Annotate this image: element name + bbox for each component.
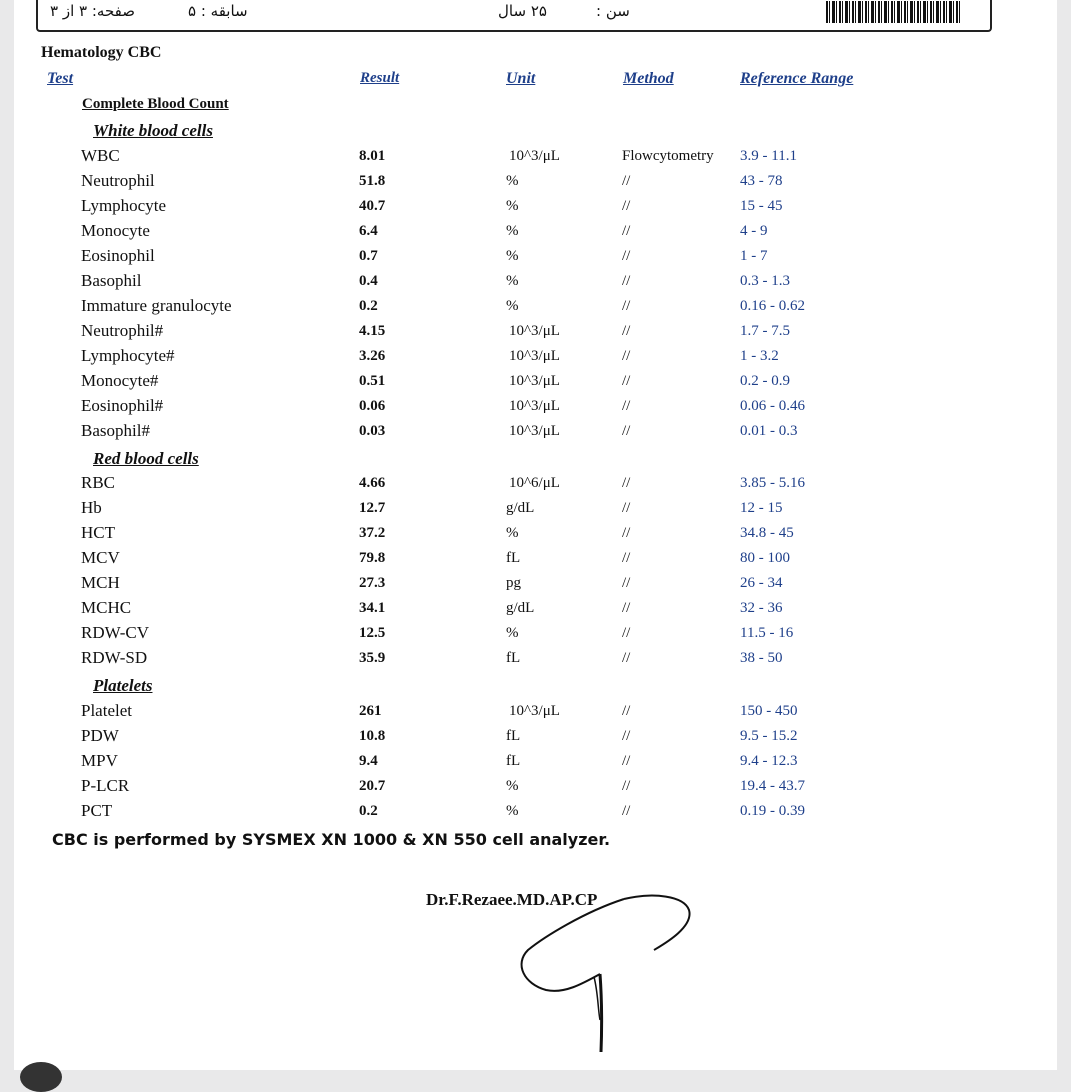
unit-value: 10^3/μL xyxy=(509,148,560,164)
table-row xyxy=(14,346,1057,371)
reference-range: 34.8 - 45 xyxy=(740,525,794,541)
reference-range: 9.4 - 12.3 xyxy=(740,753,798,769)
method-value: // xyxy=(622,575,631,591)
unit-value: g/dL xyxy=(506,600,535,616)
unit-value: 10^3/μL xyxy=(509,398,560,414)
reference-range: 3.85 - 5.16 xyxy=(740,475,805,491)
result-value: 0.4 xyxy=(359,273,378,289)
table-row xyxy=(14,701,1057,726)
table-row xyxy=(14,776,1057,801)
test-name: Eosinophil xyxy=(81,246,155,265)
method-value: // xyxy=(622,348,631,364)
test-name: Platelet xyxy=(81,701,132,720)
test-name: Basophil xyxy=(81,271,142,290)
subsection-title: Red blood cells xyxy=(93,449,199,468)
test-name: Monocyte# xyxy=(81,371,159,390)
test-name: RDW-SD xyxy=(81,648,148,667)
result-value: 12.7 xyxy=(359,500,386,516)
column-header-reference: Reference Range xyxy=(740,70,854,87)
reference-range: 0.19 - 0.39 xyxy=(740,803,805,819)
method-value: // xyxy=(622,298,631,314)
unit-value: 10^3/μL xyxy=(509,703,560,719)
table-row xyxy=(14,271,1057,296)
method-value: // xyxy=(622,398,631,414)
reference-range: 11.5 - 16 xyxy=(740,625,794,641)
unit-value: fL xyxy=(506,728,521,744)
table-row xyxy=(14,296,1057,321)
subsection-title: Platelets xyxy=(93,676,153,695)
reference-range: 0.01 - 0.3 xyxy=(740,423,798,439)
test-name: Lymphocyte xyxy=(81,196,166,215)
unit-value: % xyxy=(506,273,519,289)
result-value: 0.51 xyxy=(359,373,386,389)
unit-value: fL xyxy=(506,650,521,666)
result-value: 0.06 xyxy=(359,398,386,414)
table-row xyxy=(14,321,1057,346)
result-value: 4.15 xyxy=(359,323,386,339)
method-value: // xyxy=(622,223,631,239)
unit-value: 10^3/μL xyxy=(509,348,560,364)
unit-value: % xyxy=(506,198,519,214)
test-name: P-LCR xyxy=(81,776,130,795)
test-name: Lymphocyte# xyxy=(81,346,175,365)
signatory-name: Dr.F.Rezaee.MD.AP.CP xyxy=(426,890,598,909)
test-name: PDW xyxy=(81,726,119,745)
method-value: // xyxy=(622,600,631,616)
reference-range: 1 - 7 xyxy=(740,248,768,264)
unit-value: % xyxy=(506,298,519,314)
unit-value: % xyxy=(506,248,519,264)
test-name: PCT xyxy=(81,801,113,820)
method-value: // xyxy=(622,778,631,794)
result-value: 0.2 xyxy=(359,803,378,819)
method-value: // xyxy=(622,550,631,566)
unit-value: % xyxy=(506,803,519,819)
test-name: RDW-CV xyxy=(81,623,149,642)
method-value: // xyxy=(622,703,631,719)
unit-value: g/dL xyxy=(506,500,535,516)
test-name: Neutrophil xyxy=(81,171,155,190)
unit-value: % xyxy=(506,525,519,541)
method-value: // xyxy=(622,198,631,214)
table-row xyxy=(14,573,1057,598)
method-value: Flowcytometry xyxy=(622,148,714,164)
result-value: 51.8 xyxy=(359,173,386,189)
unit-value: 10^3/μL xyxy=(509,373,560,389)
unit-value: % xyxy=(506,778,519,794)
method-value: // xyxy=(622,500,631,516)
table-row xyxy=(14,171,1057,196)
table-row xyxy=(14,648,1057,673)
unit-value: fL xyxy=(506,753,521,769)
method-value: // xyxy=(622,475,631,491)
test-name: Neutrophil# xyxy=(81,321,164,340)
result-value: 40.7 xyxy=(359,198,386,214)
test-name: RBC xyxy=(81,473,116,492)
result-value: 34.1 xyxy=(359,600,386,616)
reference-range: 150 - 450 xyxy=(740,703,798,719)
record-number: سابقه : ۵ xyxy=(188,2,248,20)
age-value: ۲۵ سال xyxy=(498,2,547,20)
report-header xyxy=(36,0,992,32)
result-value: 3.26 xyxy=(359,348,386,364)
reference-range: 43 - 78 xyxy=(740,173,783,189)
result-value: 0.03 xyxy=(359,423,386,439)
table-row xyxy=(14,498,1057,523)
method-value: // xyxy=(622,323,631,339)
method-value: // xyxy=(622,423,631,439)
method-value: // xyxy=(622,803,631,819)
column-header-result: Result xyxy=(360,70,400,86)
result-value: 261 xyxy=(359,703,382,719)
table-row xyxy=(14,396,1057,421)
table-row xyxy=(14,523,1057,548)
reference-range: 38 - 50 xyxy=(740,650,783,666)
method-value: // xyxy=(622,273,631,289)
reference-range: 1 - 3.2 xyxy=(740,348,779,364)
test-name: MCHC xyxy=(81,598,132,617)
reference-range: 80 - 100 xyxy=(740,550,790,566)
result-value: 6.4 xyxy=(359,223,378,239)
table-row xyxy=(14,623,1057,648)
signature xyxy=(514,892,699,1057)
reference-range: 1.7 - 7.5 xyxy=(740,323,790,339)
test-name: MPV xyxy=(81,751,118,770)
test-name: Eosinophil# xyxy=(81,396,164,415)
test-name: WBC xyxy=(81,146,120,165)
unit-value: 10^3/μL xyxy=(509,423,560,439)
table-row xyxy=(14,801,1057,826)
group-title: Complete Blood Count xyxy=(82,96,229,112)
subsection-title: White blood cells xyxy=(93,121,213,140)
result-value: 27.3 xyxy=(359,575,386,591)
table-row xyxy=(14,421,1057,446)
table-row xyxy=(14,371,1057,396)
table-row xyxy=(14,246,1057,271)
method-value: // xyxy=(622,525,631,541)
result-value: 35.9 xyxy=(359,650,386,666)
method-value: // xyxy=(622,373,631,389)
reference-range: 32 - 36 xyxy=(740,600,783,616)
test-name: Hb xyxy=(81,498,102,517)
method-value: // xyxy=(622,173,631,189)
result-value: 10.8 xyxy=(359,728,386,744)
method-value: // xyxy=(622,753,631,769)
result-value: 12.5 xyxy=(359,625,386,641)
table-row xyxy=(14,196,1057,221)
table-row xyxy=(14,548,1057,573)
reference-range: 26 - 34 xyxy=(740,575,783,591)
reference-range: 15 - 45 xyxy=(740,198,783,214)
method-value: // xyxy=(622,248,631,264)
unit-value: % xyxy=(506,223,519,239)
unit-value: pg xyxy=(506,575,521,591)
result-value: 79.8 xyxy=(359,550,386,566)
unit-value: % xyxy=(506,625,519,641)
reference-range: 19.4 - 43.7 xyxy=(740,778,805,794)
table-row xyxy=(14,221,1057,246)
reference-range: 0.3 - 1.3 xyxy=(740,273,790,289)
column-header-method: Method xyxy=(623,70,674,87)
unit-value: 10^3/μL xyxy=(509,323,560,339)
test-name: Monocyte xyxy=(81,221,150,240)
analyzer-note: CBC is performed by SYSMEX XN 1000 & XN 550 cell analyzer. xyxy=(52,830,611,849)
test-name: Basophil# xyxy=(81,421,150,440)
result-value: 9.4 xyxy=(359,753,378,769)
reference-range: 4 - 9 xyxy=(740,223,768,239)
result-value: 20.7 xyxy=(359,778,386,794)
test-name: MCV xyxy=(81,548,120,567)
result-value: 37.2 xyxy=(359,525,386,541)
table-row xyxy=(14,751,1057,776)
column-header-test: Test xyxy=(47,70,74,87)
method-value: // xyxy=(622,625,631,641)
result-value: 0.2 xyxy=(359,298,378,314)
table-row xyxy=(14,473,1057,498)
corner-icon xyxy=(20,1062,62,1092)
result-value: 8.01 xyxy=(359,148,386,164)
result-value: 0.7 xyxy=(359,248,378,264)
table-row xyxy=(14,726,1057,751)
test-name: Immature granulocyte xyxy=(81,296,232,315)
reference-range: 12 - 15 xyxy=(740,500,783,516)
reference-range: 0.06 - 0.46 xyxy=(740,398,805,414)
unit-value: fL xyxy=(506,550,521,566)
section-title: Hematology CBC xyxy=(41,44,162,61)
table-row xyxy=(14,598,1057,623)
unit-value: % xyxy=(506,173,519,189)
method-value: // xyxy=(622,728,631,744)
reference-range: 0.2 - 0.9 xyxy=(740,373,790,389)
result-value: 4.66 xyxy=(359,475,386,491)
barcode xyxy=(826,1,962,23)
table-row xyxy=(14,146,1057,171)
unit-value: 10^6/μL xyxy=(509,475,560,491)
page-indicator: صفحه: ۳ از ۳ xyxy=(50,2,135,20)
column-header-unit: Unit xyxy=(506,70,536,87)
test-name: MCH xyxy=(81,573,120,592)
reference-range: 0.16 - 0.62 xyxy=(740,298,805,314)
method-value: // xyxy=(622,650,631,666)
test-name: HCT xyxy=(81,523,115,542)
report-page xyxy=(14,0,1057,1070)
age-label: سن : xyxy=(596,2,630,20)
reference-range: 9.5 - 15.2 xyxy=(740,728,798,744)
reference-range: 3.9 - 11.1 xyxy=(740,148,797,164)
